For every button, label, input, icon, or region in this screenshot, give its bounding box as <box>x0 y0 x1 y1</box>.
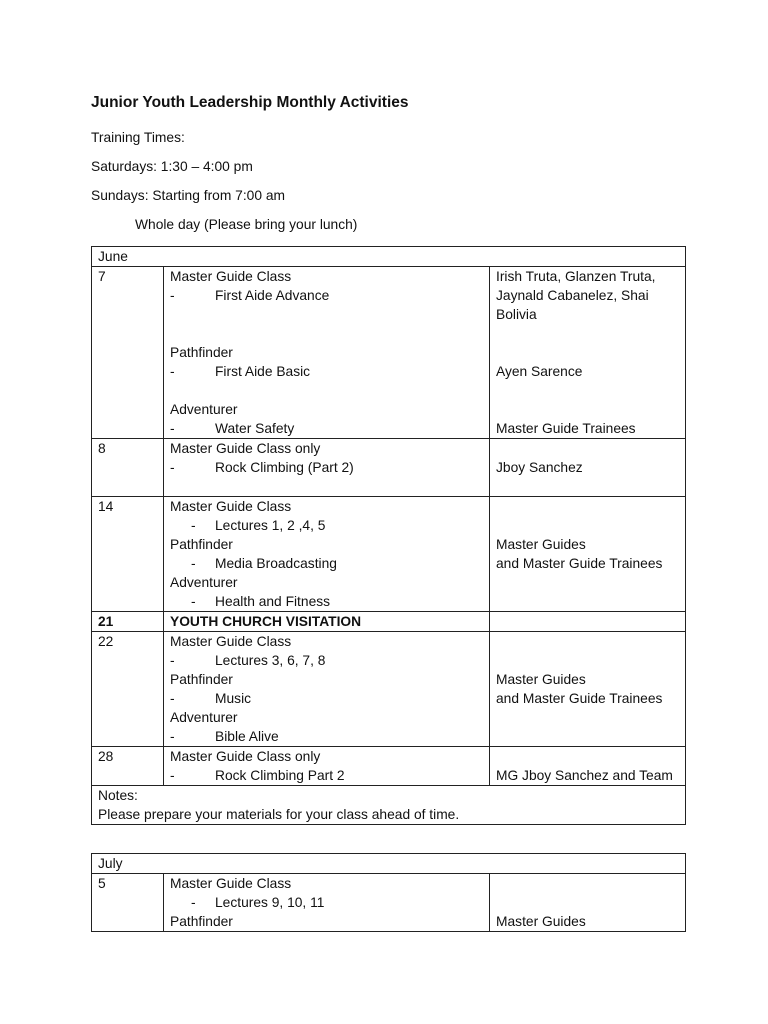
dash-bullet: - <box>170 729 175 744</box>
date-cell <box>92 747 164 786</box>
class-name: Adventurer <box>170 710 238 725</box>
activity-cell <box>164 632 490 747</box>
leader-cell <box>490 612 686 632</box>
class-name: Master Guide Class <box>170 876 292 891</box>
dash-bullet: - <box>170 460 175 475</box>
dash-bullet: - <box>191 556 196 571</box>
dash-bullet: - <box>170 288 175 303</box>
table-row <box>92 632 686 747</box>
notes-row <box>92 786 686 825</box>
leader-name: MG Jboy Sanchez and Team <box>496 768 673 783</box>
document-title: Junior Youth Leadership Monthly Activities <box>91 94 409 111</box>
leader-name: Irish Truta, Glanzen Truta, <box>496 269 656 284</box>
class-item-text: Bible Alive <box>215 729 279 744</box>
leader-name: Master Guides <box>496 914 586 929</box>
leader-name: and Master Guide Trainees <box>496 691 663 706</box>
class-item-text: Lectures 3, 6, 7, 8 <box>215 653 326 668</box>
dash-bullet: - <box>170 421 175 436</box>
notes-cell <box>92 786 686 825</box>
month-header: June <box>92 247 686 267</box>
table-row <box>92 439 686 497</box>
dash-bullet: - <box>191 518 196 533</box>
leader-name: Bolivia <box>496 307 537 322</box>
class-item <box>170 651 483 670</box>
activity-cell <box>164 612 490 632</box>
class-item <box>170 592 483 611</box>
dash-bullet: - <box>170 364 175 379</box>
leader-name: Jboy Sanchez <box>496 460 583 475</box>
activity-cell <box>164 267 490 439</box>
date-cell <box>92 497 164 612</box>
date: 8 <box>98 441 106 456</box>
event-name: YOUTH CHURCH VISITATION <box>170 614 362 629</box>
class-name: Pathfinder <box>170 537 233 552</box>
date-cell <box>92 612 164 632</box>
training-times-label: Training Times: <box>91 130 185 145</box>
dash-bullet: - <box>170 653 175 668</box>
notes-text: Please prepare your materials for your class ahead of time. <box>98 807 460 822</box>
month-header: July <box>92 854 686 874</box>
class-name: Adventurer <box>170 402 238 417</box>
class-name: Master Guide Class <box>170 499 292 514</box>
date-cell <box>92 874 164 932</box>
dash-bullet: - <box>191 594 196 609</box>
saturday-times: Saturdays: 1:30 – 4:00 pm <box>91 159 253 174</box>
class-name: Master Guide Class <box>170 634 292 649</box>
date: 14 <box>98 499 114 514</box>
leader-name: Master Guide Trainees <box>496 421 636 436</box>
class-item <box>170 727 483 746</box>
table-row <box>92 497 686 612</box>
leader-cell <box>490 874 686 932</box>
leader-name: Master Guides <box>496 537 586 552</box>
activity-cell <box>164 874 490 932</box>
class-item <box>170 458 483 477</box>
class-item <box>170 689 483 708</box>
table-row <box>92 612 686 632</box>
sunday-note: Whole day (Please bring your lunch) <box>135 217 358 232</box>
date-cell <box>92 632 164 747</box>
class-item-text: Rock Climbing Part 2 <box>215 768 345 783</box>
class-item <box>170 286 483 305</box>
leader-name: Ayen Sarence <box>496 364 583 379</box>
class-name: Master Guide Class only <box>170 441 321 456</box>
leader-cell <box>490 747 686 786</box>
class-item <box>170 516 483 535</box>
date-cell <box>92 267 164 439</box>
class-name: Master Guide Class only <box>170 749 321 764</box>
table-row <box>92 267 686 439</box>
class-item-text: First Aide Advance <box>215 288 330 303</box>
date: 7 <box>98 269 106 284</box>
activity-cell <box>164 747 490 786</box>
class-name: Master Guide Class <box>170 269 292 284</box>
table-row <box>92 747 686 786</box>
leader-cell <box>490 497 686 612</box>
class-item-text: Rock Climbing (Part 2) <box>215 460 354 475</box>
date: 5 <box>98 876 106 891</box>
activity-cell <box>164 497 490 612</box>
class-item <box>170 419 483 438</box>
leader-name: and Master Guide Trainees <box>496 556 663 571</box>
class-item-text: First Aide Basic <box>215 364 311 379</box>
class-item <box>170 554 483 573</box>
class-name: Pathfinder <box>170 914 233 929</box>
dash-bullet: - <box>170 691 175 706</box>
class-name: Adventurer <box>170 575 238 590</box>
activity-cell <box>164 439 490 497</box>
class-item-text: Health and Fitness <box>215 594 331 609</box>
date: 22 <box>98 634 114 649</box>
date: 28 <box>98 749 114 764</box>
date-cell <box>92 439 164 497</box>
leader-cell <box>490 439 686 497</box>
class-item-text: Music <box>215 691 252 706</box>
class-item-text: Media Broadcasting <box>215 556 337 571</box>
class-item-text: Water Safety <box>215 421 295 436</box>
class-item-text: Lectures 9, 10, 11 <box>215 895 325 910</box>
month-header-row <box>92 854 686 874</box>
june-schedule-table <box>91 246 686 825</box>
class-name: Pathfinder <box>170 672 233 687</box>
sunday-times: Sundays: Starting from 7:00 am <box>91 188 286 203</box>
leader-name: Jaynald Cabanelez, Shai <box>496 288 649 303</box>
leader-cell <box>490 267 686 439</box>
dash-bullet: - <box>170 768 175 783</box>
class-item <box>170 362 483 381</box>
class-item-text: Lectures 1, 2 ,4, 5 <box>215 518 326 533</box>
leader-cell <box>490 632 686 747</box>
notes-label: Notes: <box>98 788 138 803</box>
date: 21 <box>98 614 114 629</box>
table-row <box>92 874 686 932</box>
class-name: Pathfinder <box>170 345 233 360</box>
class-item <box>170 893 483 912</box>
leader-name: Master Guides <box>496 672 586 687</box>
month-header-row <box>92 247 686 267</box>
july-schedule-table <box>91 853 686 932</box>
dash-bullet: - <box>191 895 196 910</box>
class-item <box>170 766 483 785</box>
